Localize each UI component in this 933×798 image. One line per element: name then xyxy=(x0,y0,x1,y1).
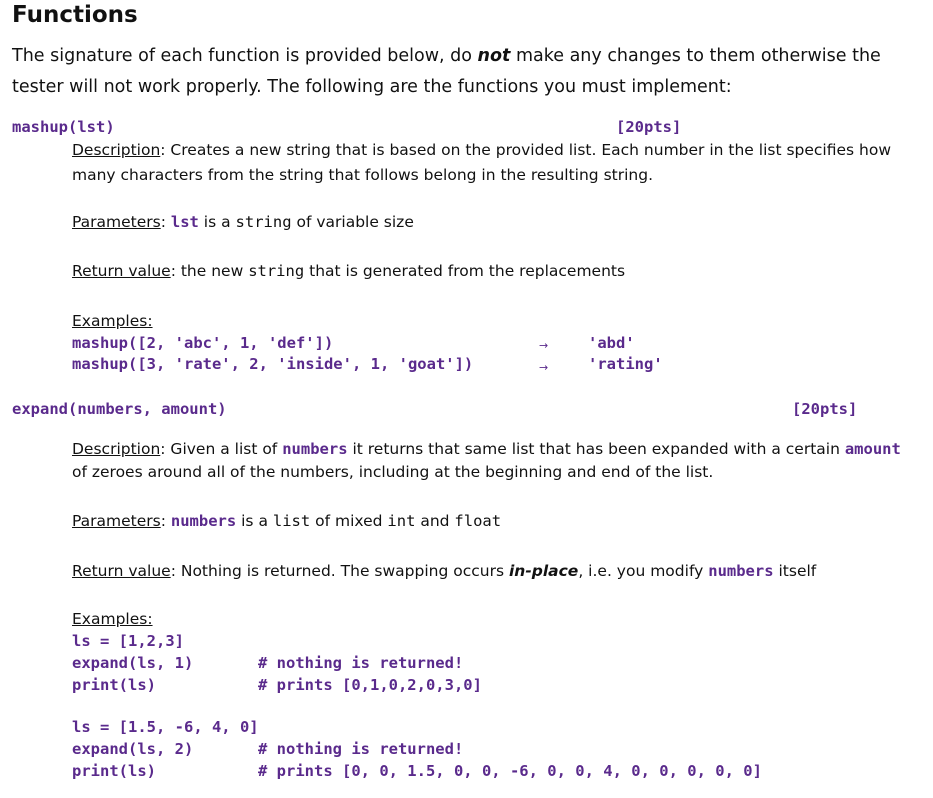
description-label: Description xyxy=(72,141,161,159)
parameters-text: and xyxy=(415,512,455,530)
return-label: Return value xyxy=(72,262,171,280)
return-label: Return value xyxy=(72,562,171,580)
return-text: : the new xyxy=(170,262,249,280)
mashup-signature: mashup(lst) xyxy=(12,118,115,136)
parameters-code: float xyxy=(454,512,502,530)
mashup-parameters xyxy=(72,213,414,231)
return-text: : Nothing is returned. The swapping occurs xyxy=(170,562,509,580)
expand-example2-comment-2: # nothing is returned! xyxy=(258,740,464,758)
parameters-text: is a xyxy=(236,512,273,530)
expand-example2-code-3: print(ls) xyxy=(72,762,156,780)
mashup-points: [20pts] xyxy=(616,118,682,136)
expand-example1-comment-3: # prints [0,1,0,2,0,3,0] xyxy=(258,676,482,694)
parameters-text: of variable size xyxy=(291,213,414,231)
parameters-code: lst xyxy=(170,213,199,231)
description-text: : Creates a new string that is based on the provided list. Each number in the list specifies how xyxy=(160,141,892,159)
description-text: : Given a list of xyxy=(160,440,283,458)
mashup-example-result-2: 'rating' xyxy=(588,355,663,373)
description-code: amount xyxy=(844,440,901,458)
arrow-icon: → xyxy=(539,339,549,352)
parameters-text: : xyxy=(160,512,171,530)
expand-example1-code-1: ls = [1,2,3] xyxy=(72,632,184,650)
mashup-description-line-1 xyxy=(72,141,891,159)
return-emphasis: in-place xyxy=(508,562,579,580)
expand-example1-code-2: expand(ls, 1) xyxy=(72,654,194,672)
return-text: itself xyxy=(773,562,817,580)
return-code: numbers xyxy=(708,562,774,580)
expand-example1-code-3: print(ls) xyxy=(72,676,156,694)
expand-example2-code-2: expand(ls, 2) xyxy=(72,740,194,758)
mashup-example-call-1: mashup([2, 'abc', 1, 'def']) xyxy=(72,334,334,352)
mashup-example-call-2: mashup([3, 'rate', 2, 'inside', 1, 'goat']) xyxy=(72,355,474,373)
return-text: that is generated from the replacements xyxy=(304,262,626,280)
expand-return-value xyxy=(72,562,816,580)
parameters-text: of mixed xyxy=(310,512,388,530)
expand-signature: expand(numbers, amount) xyxy=(12,400,227,418)
intro-text: make any changes to them otherwise the xyxy=(510,46,881,66)
return-text: , i.e. you modify xyxy=(578,562,709,580)
arrow-icon: → xyxy=(539,361,549,374)
expand-example2-comment-3: # prints [0, 0, 1.5, 0, 0, -6, 0, 0, 4, 0, 0, 0, 0, 0] xyxy=(258,762,762,780)
mashup-return-value xyxy=(72,262,625,280)
expand-example2-code-1: ls = [1.5, -6, 4, 0] xyxy=(72,718,259,736)
parameters-code: numbers xyxy=(170,512,237,530)
parameters-code: int xyxy=(387,512,416,530)
return-code: string xyxy=(248,262,305,280)
intro-emphasis: not xyxy=(477,46,511,66)
expand-example1-comment-2: # nothing is returned! xyxy=(258,654,464,672)
page-title: Functions xyxy=(12,2,138,28)
expand-description-line-2: of zeroes around all of the numbers, including at the beginning and end of the list. xyxy=(72,463,714,481)
parameters-label: Parameters xyxy=(72,512,161,530)
intro-line-2: tester will not work properly. The following are the functions you must implement: xyxy=(12,77,732,97)
description-text: it returns that same list that has been expanded with a certain xyxy=(347,440,845,458)
mashup-example-result-1: 'abd' xyxy=(588,334,635,352)
expand-examples-label: Examples: xyxy=(72,610,153,628)
expand-description-line-1 xyxy=(72,440,901,458)
parameters-text: is a xyxy=(198,213,236,231)
intro-line-1 xyxy=(12,46,881,66)
expand-parameters xyxy=(72,512,501,530)
description-code: numbers xyxy=(282,440,348,458)
parameters-code: list xyxy=(272,512,311,530)
expand-points: [20pts] xyxy=(792,400,858,418)
intro-text: The signature of each function is provided below, do xyxy=(12,46,478,66)
parameters-text: : xyxy=(160,213,171,231)
mashup-description-line-2: many characters from the string that follows belong in the resulting string. xyxy=(72,166,653,184)
parameters-code: string xyxy=(235,213,292,231)
parameters-label: Parameters xyxy=(72,213,161,231)
mashup-examples-label: Examples: xyxy=(72,312,153,330)
description-label: Description xyxy=(72,440,161,458)
